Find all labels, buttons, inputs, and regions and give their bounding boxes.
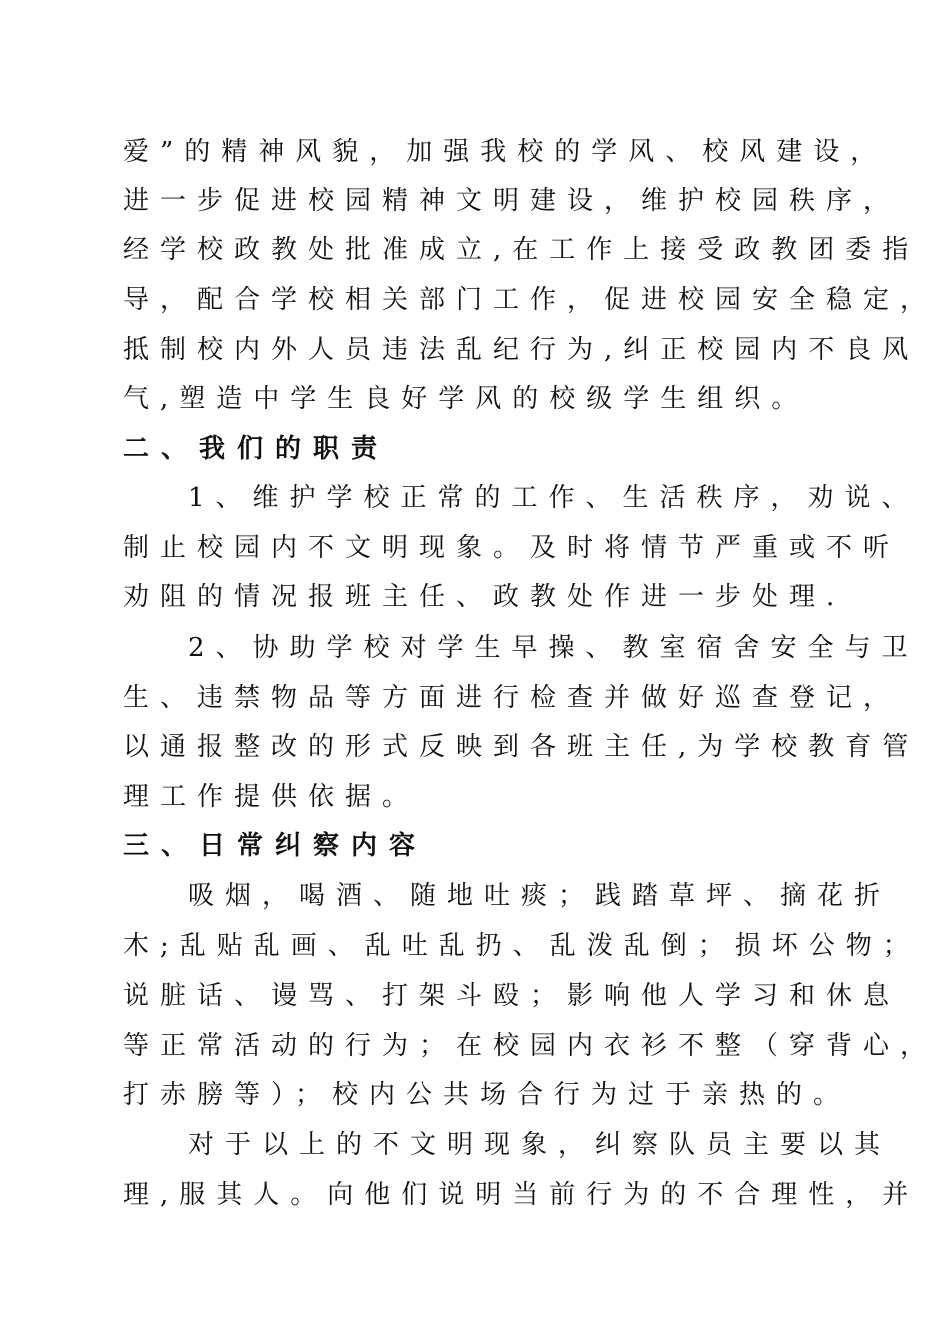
paragraph-line: 1、维护学校正常的工作、生活秩序，劝说、 (188, 483, 919, 513)
paragraph-line: 理,服其人。向他们说明当前行为的不合理性，并 (123, 1180, 920, 1210)
paragraph-line: 导，配合学校相关部门工作，促进校园安全稳定， (123, 285, 938, 315)
paragraph-line: 2、协助学校对学生早操、教室宿舍安全与卫 (188, 633, 919, 663)
paragraph-line: 木;乱贴乱画、乱吐乱扔、乱泼乱倒；损坏公物； (123, 931, 920, 961)
paragraph-line: 说脏话、谩骂、打架斗殴；影响他人学习和休息 (123, 981, 901, 1011)
paragraph-line: 以通报整改的形式反映到各班主任,为学校教育管 (123, 732, 920, 762)
section-heading-daily-inspection: 三、日常纠察内容 (123, 831, 428, 861)
section-heading-duties: 二、我们的职责 (123, 434, 390, 464)
paragraph-line: 爱”的精神风貌，加强我校的学风、校风建设， (123, 137, 888, 167)
paragraph-line: 经学校政教处批准成立,在工作上接受政教团委指 (123, 235, 920, 265)
paragraph-line: 对于以上的不文明现象，纠察队员主要以其 (188, 1130, 892, 1160)
paragraph-line: 抵制校内外人员违法乱纪行为,纠正校园内不良风 (123, 335, 920, 365)
paragraph-line: 进一步促进校园精神文明建设，维护校园秩序， (123, 186, 901, 216)
paragraph-line: 吸烟，喝酒、随地吐痰；践踏草坪、摘花折 (188, 881, 892, 911)
paragraph-line: 制止校园内不文明现象。及时将情节严重或不听 (123, 533, 901, 563)
paragraph-line: 劝阻的情况报班主任、政教处作进一步处理. (123, 582, 846, 612)
paragraph-line: 等正常活动的行为；在校园内衣衫不整（穿背心， (123, 1031, 938, 1061)
paragraph-line: 理工作提供依据。 (123, 782, 420, 812)
paragraph-line: 打赤膀等）；校内公共场合行为过于亲热的。 (123, 1080, 851, 1110)
paragraph-line: 气,塑造中学生良好学风的校级学生组织。 (123, 384, 809, 414)
paragraph-line: 生、违禁物品等方面进行检查并做好巡查登记， (123, 683, 901, 713)
